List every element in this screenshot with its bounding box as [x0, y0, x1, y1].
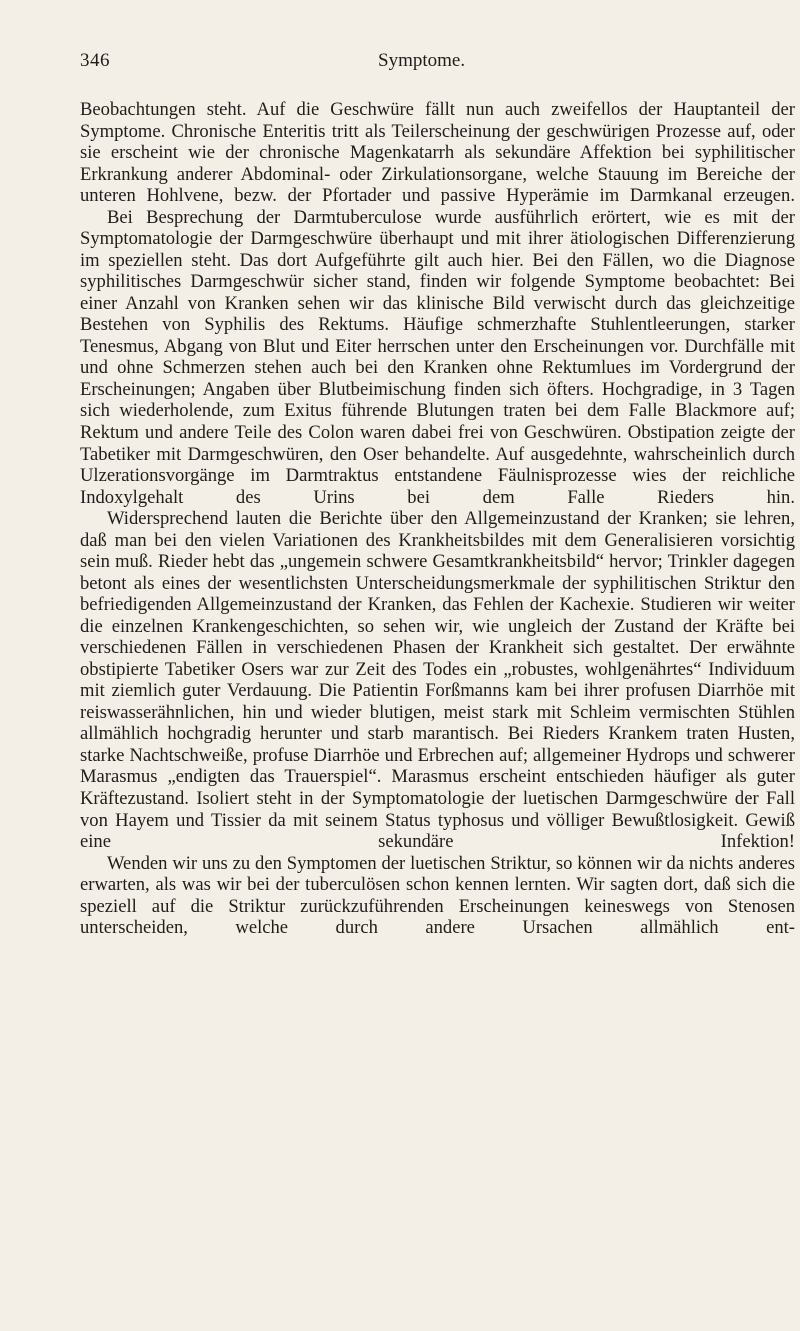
page-number: 346 [80, 50, 110, 71]
running-title: Symptome. [378, 50, 466, 71]
paragraph-4: Wenden wir uns zu den Symptomen der luetischen Striktur, so können wir da nichts anderes erwarten, als was wir bei der tuberculösen schon kennen lernten. Wir sagten dort, daß sich die speziell auf die Striktur zurückzuführenden Erscheinungen keineswegs von Stenosen unterscheiden, welche durch andere Ursachen allmählich ent- [80, 852, 795, 939]
paragraph-3: Widersprechend lauten die Berichte über den Allgemeinzustand der Kranken; sie lehren, daß man bei den vielen Variationen des Krankheitsbildes mit dem Generalisieren vorsichtig sein muß. Rieder hebt das „ungemein schwere Gesamtkrankheitsbild“ hervor; Trinkler dagegen betont als eines der wesentlichsten Unterscheidungsmerkmale der syphilitischen Striktur den befriedigenden Allgemeinzustand der Kranken, das Fehlen der Kachexie. Studieren wir weiter die einzelnen Krankengeschichten, so sehen wir, wie ungleich der Zustand der Kräfte bei verschiedenen Fällen in verschiedenen Phasen der Krankheit sich gestaltet. Der erwähnte obstipierte Tabetiker Osers war zur Zeit des Todes ein „robustes, wohlgenährtes“ Individuum mit ziemlich guter Verdauung. Die Patientin Forßmanns kam bei ihrer profusen Diarrhöe mit reiswasserähnlichen, hin und wieder blutigen, meist stark mit Schleim vermischten Stühlen allmählich hochgradig herunter und starb marantisch. Bei Rieders Krankem traten Husten, starke Nachtschweiße, profuse Diarrhöe und Erbrechen auf; allgemeiner Hydrops und schwerer Marasmus „endigten das Trauerspiel“. Marasmus erscheint entschieden häufiger als guter Kräftezustand. Isoliert steht in der Symptomatologie der luetischen Darmgeschwüre der Fall von Hayem und Tissier da mit seinem Status typhosus und völliger Bewußtlosigkeit. Gewiß eine sekundäre Infektion! [80, 508, 795, 853]
paragraph-1: Beobachtungen steht. Auf die Geschwüre fällt nun auch zweifellos der Hauptanteil der Symptome. Chronische Enteritis tritt als Teilerscheinung der geschwürigen Prozesse auf, oder sie erscheint wie der chronische Magenkatarrh als sekundäre Affektion bei syphilitischer Erkrankung anderer Abdominal- oder Zirkulationsorgane, welche Stauung im Bereiche der unteren Hohlvene, bezw. der Pfortader und passive Hyperämie im Darmkanal erzeugen. [80, 99, 795, 207]
page-header [80, 50, 800, 80]
body-text [80, 99, 795, 939]
paragraph-2: Bei Besprechung der Darmtuberculose wurde ausführlich erörtert, wie es mit der Symptomatologie der Darmgeschwüre überhaupt und mit ihrer ätiologischen Differenzierung im speziellen steht. Das dort Aufgeführte gilt auch hier. Bei den Fällen, wo die Diagnose syphilitisches Darmgeschwür sicher stand, finden wir folgende Symptome beobachtet: Bei einer Anzahl von Kranken sehen wir das klinische Bild verwischt durch das gleichzeitige Bestehen von Syphilis des Rektums. Häufige schmerzhafte Stuhlentleerungen, starker Tenesmus, Abgang von Blut und Eiter herrschen unter den Erscheinungen vor. Durchfälle mit und ohne Schmerzen stehen auch bei den Kranken ohne Rektumlues im Vordergrund der Erscheinungen; Angaben über Blutbeimischung finden sich öfters. Hochgradige, in 3 Tagen sich wiederholende, zum Exitus führende Blutungen traten bei dem Falle Blackmore auf; Rektum und andere Teile des Colon waren dabei frei von Geschwüren. Obstipation zeigte der Tabetiker mit Darmgeschwüren, den Oser behandelte. Auf ausgedehnte, wahrscheinlich durch Ulzerationsvorgänge im Darmtraktus entstandene Fäulnisprozesse wies der reichliche Indoxylgehalt des Urins bei dem Falle Rieders hin. [80, 206, 795, 508]
